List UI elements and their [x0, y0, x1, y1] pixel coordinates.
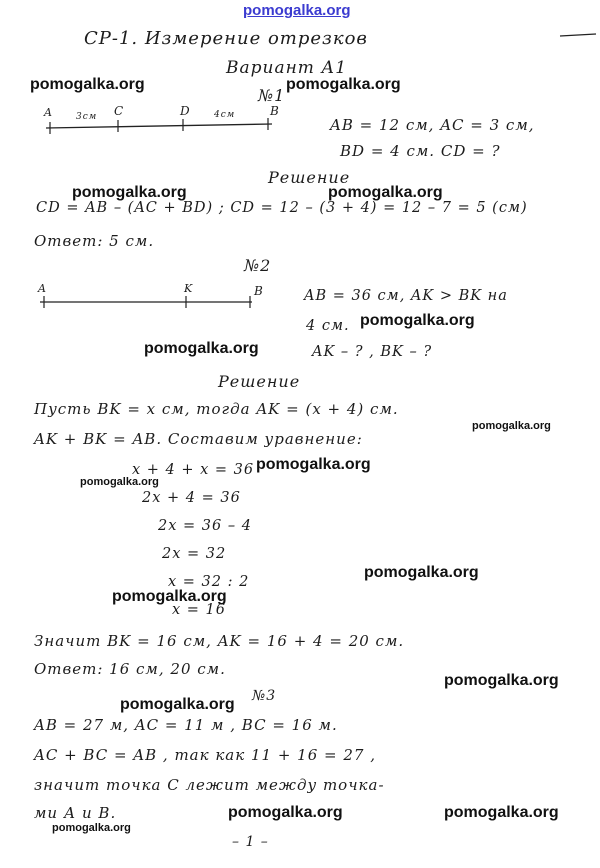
seg1-label-b: B [270, 104, 280, 118]
task1-number: №1 [258, 86, 286, 105]
task3-line-3: значит точка С лежит между точка- [34, 776, 385, 794]
watermark: pomogalka.org [228, 804, 343, 821]
seg2-label-b: B [254, 284, 264, 298]
watermark: pomogalka.org [52, 822, 131, 834]
watermark: pomogalka.org [144, 340, 259, 357]
watermark: pomogalka.org [444, 804, 559, 821]
task3-line-2: AC + BC = AB , так как 11 + 16 = 27 , [34, 746, 376, 764]
seg1-label-bd: 4см [214, 110, 236, 120]
task3-line-4: ми А и В. [34, 804, 117, 822]
page-title: СР-1. Измерение отрезков [84, 28, 368, 49]
task2-eq-4: 2x = 32 [162, 546, 227, 562]
seg1-label-d: D [180, 104, 191, 118]
task2-solution-heading: Решение [218, 372, 301, 391]
task2-eq-1: x + 4 + x = 36 [132, 462, 255, 478]
watermark: pomogalka.org [30, 76, 145, 93]
watermark: pomogalka.org [360, 312, 475, 329]
watermark: pomogalka.org [112, 588, 227, 605]
task2-answer: Ответ: 16 см, 20 см. [34, 660, 226, 678]
header-watermark-link[interactable]: pomogalka.org [243, 2, 351, 19]
watermark: pomogalka.org [472, 420, 551, 432]
seg2-label-k: K [184, 282, 194, 295]
task1-formula: CD = AB – (AC + BD) ; CD = 12 – (3 + 4) = 12 – 7 = 5 (см) [36, 200, 528, 216]
task2-eq-5: x = 32 : 2 [168, 574, 250, 590]
task2-eq-2: 2x + 4 = 36 [142, 490, 241, 506]
seg2-label-a: A [38, 282, 47, 295]
task2-eq-3: 2x = 36 – 4 [158, 518, 252, 534]
watermark: pomogalka.org [286, 76, 401, 93]
watermark: pomogalka.org [120, 696, 235, 713]
task2-conclusion: Значит BK = 16 см, AK = 16 + 4 = 20 см. [34, 632, 405, 650]
task2-given-1: AB = 36 см, AK > BK на [304, 288, 508, 304]
watermark: pomogalka.org [80, 476, 159, 488]
watermark: pomogalka.org [444, 672, 559, 689]
page-number: – 1 – [232, 834, 269, 850]
watermark: pomogalka.org [328, 184, 443, 201]
seg1-label-a: A [44, 106, 53, 119]
seg1-label-c: C [114, 104, 125, 118]
variant-label: Вариант А1 [226, 58, 348, 78]
watermark: pomogalka.org [72, 184, 187, 201]
task2-eq-6: x = 16 [172, 602, 226, 618]
seg1-label-ac: 3см [76, 112, 98, 122]
task1-given-1: AB = 12 см, AC = 3 см, [330, 116, 535, 134]
task3-line-1: AB = 27 м, AC = 11 м , BC = 16 м. [34, 716, 338, 734]
task2-line-2: AK + BK = AB. Составим уравнение: [34, 430, 363, 448]
task2-given-2: 4 см. [306, 318, 350, 334]
task2-number: №2 [244, 256, 272, 275]
corner-stroke [560, 34, 596, 36]
watermark: pomogalka.org [364, 564, 479, 581]
segment-ab-task1 [46, 124, 272, 128]
task2-given-3: AK – ? , BK – ? [312, 344, 433, 360]
task3-number: №3 [252, 688, 277, 704]
task2-line-1: Пусть BK = x см, тогда AK = (x + 4) см. [34, 400, 399, 418]
watermark: pomogalka.org [256, 456, 371, 473]
task1-answer: Ответ: 5 см. [34, 232, 155, 250]
task1-solution-heading: Решение [268, 168, 351, 187]
task1-given-2: BD = 4 см. CD = ? [340, 142, 501, 160]
